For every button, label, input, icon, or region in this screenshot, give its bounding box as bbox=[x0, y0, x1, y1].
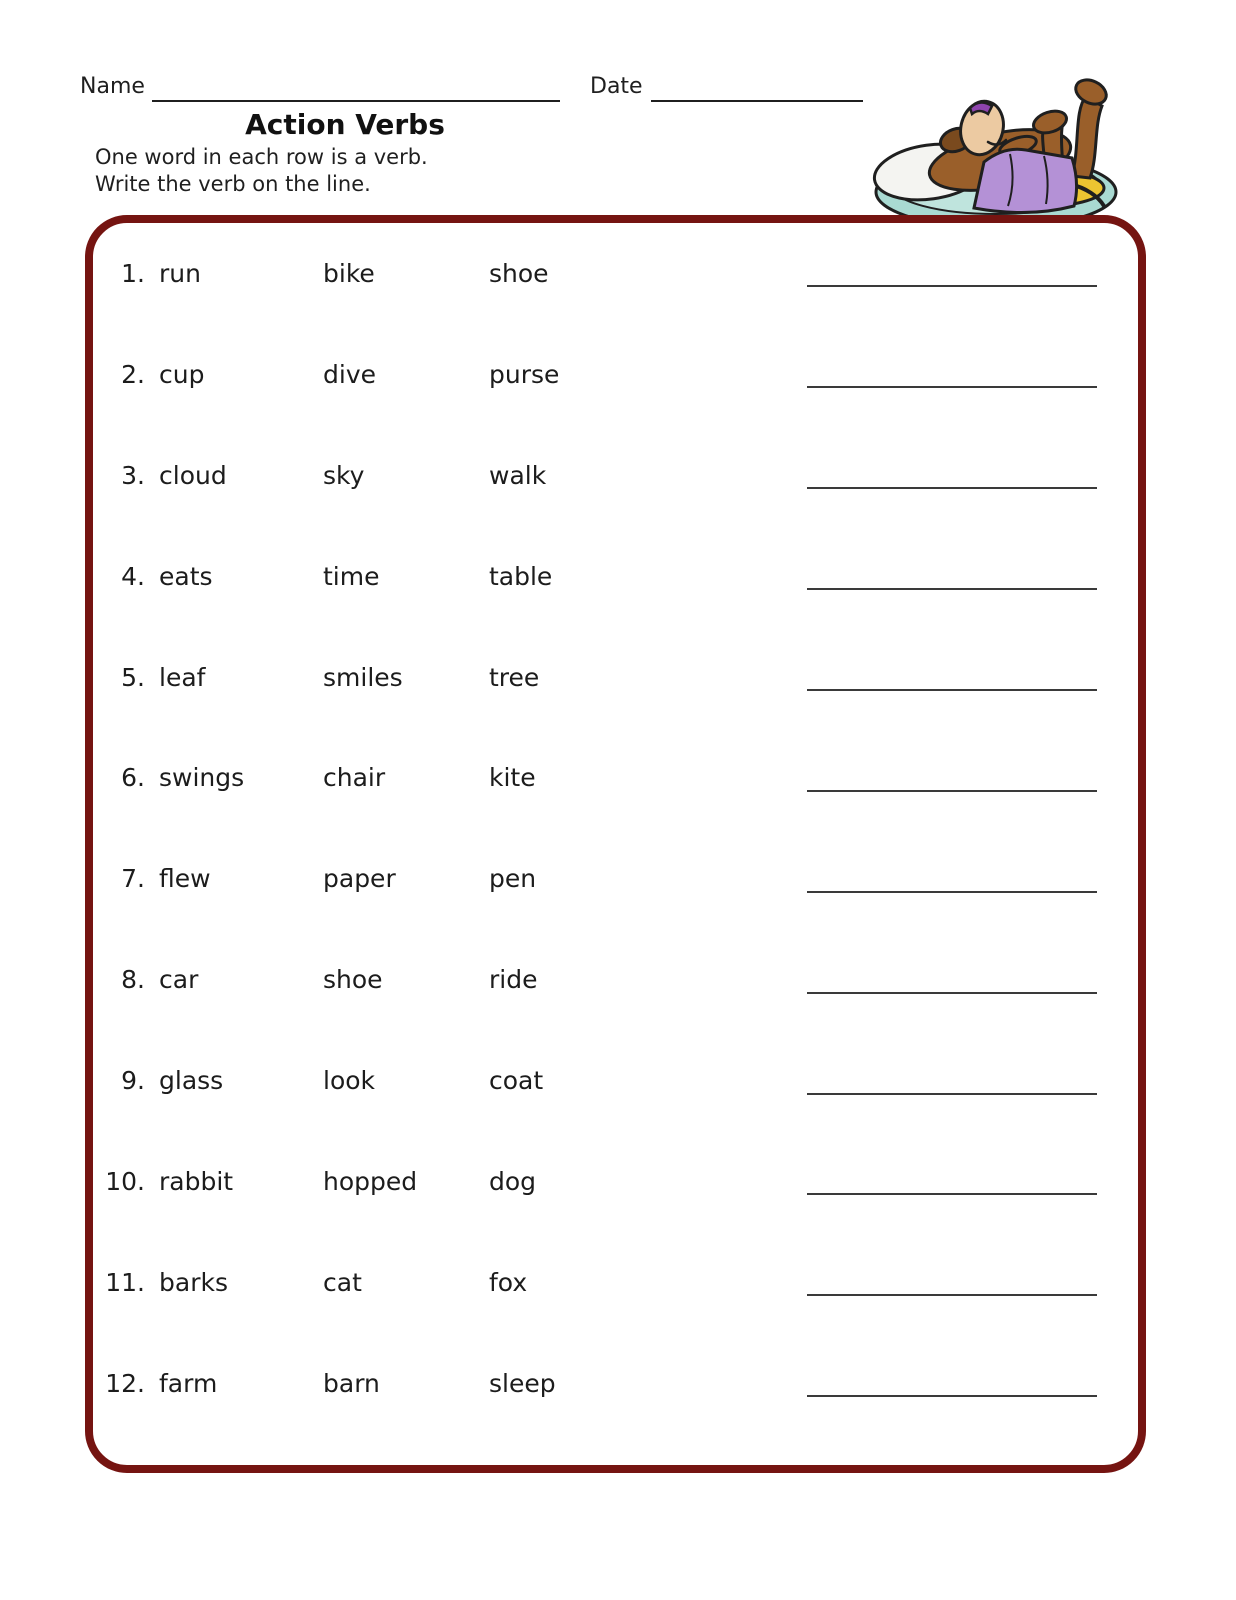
dog-paw-near bbox=[1031, 107, 1070, 137]
exercise-row-12 bbox=[93, 1333, 1138, 1434]
purple-blanket bbox=[974, 149, 1077, 212]
exercise-row-7 bbox=[93, 828, 1138, 929]
answer-blank-line[interactable] bbox=[807, 1294, 1097, 1296]
word-option-3: tree bbox=[489, 662, 540, 692]
word-option-1: swings bbox=[159, 763, 245, 793]
exercise-row-9 bbox=[93, 1030, 1138, 1131]
row-number: 12. bbox=[105, 1368, 145, 1398]
word-option-1: cup bbox=[159, 359, 205, 389]
answer-blank-line[interactable] bbox=[807, 487, 1097, 489]
exercise-rows bbox=[93, 223, 1138, 1465]
row-number: 2. bbox=[121, 359, 145, 389]
word-option-2: sky bbox=[323, 460, 365, 490]
word-option-1: flew bbox=[159, 864, 211, 894]
word-option-3: ride bbox=[489, 965, 538, 995]
answer-blank-line[interactable] bbox=[807, 1093, 1097, 1095]
answer-blank-line[interactable] bbox=[807, 285, 1097, 287]
row-number: 7. bbox=[121, 864, 145, 894]
answer-blank-line[interactable] bbox=[807, 790, 1097, 792]
word-option-3: sleep bbox=[489, 1368, 556, 1398]
row-number: 3. bbox=[121, 460, 145, 490]
word-option-2: cat bbox=[323, 1267, 362, 1297]
exercise-row-1 bbox=[93, 223, 1138, 324]
exercise-row-11 bbox=[93, 1232, 1138, 1333]
dog-hind-leg-far bbox=[1072, 96, 1102, 178]
worksheet-title: Action Verbs bbox=[245, 108, 445, 141]
word-option-1: cloud bbox=[159, 460, 227, 490]
word-option-2: hopped bbox=[323, 1166, 418, 1196]
word-option-2: dive bbox=[323, 359, 376, 389]
word-option-1: glass bbox=[159, 1066, 224, 1096]
word-option-3: purse bbox=[489, 359, 560, 389]
word-option-3: coat bbox=[489, 1066, 544, 1096]
instruction-line-2: Write the verb on the line. bbox=[95, 172, 371, 196]
row-number: 1. bbox=[121, 258, 145, 288]
row-number: 6. bbox=[121, 763, 145, 793]
answer-blank-line[interactable] bbox=[807, 386, 1097, 388]
night-cap bbox=[970, 102, 992, 114]
dog-paw-far bbox=[1072, 75, 1110, 108]
word-option-1: eats bbox=[159, 561, 213, 591]
exercise-row-3 bbox=[93, 425, 1138, 526]
word-option-3: pen bbox=[489, 864, 537, 894]
word-option-2: shoe bbox=[323, 965, 383, 995]
word-option-2: look bbox=[323, 1066, 376, 1096]
word-option-1: barks bbox=[159, 1267, 228, 1297]
word-option-1: car bbox=[159, 965, 199, 995]
word-option-1: farm bbox=[159, 1368, 218, 1398]
row-number: 10. bbox=[105, 1166, 145, 1196]
word-option-3: table bbox=[489, 561, 553, 591]
date-label: Date bbox=[590, 74, 643, 99]
exercise-row-6 bbox=[93, 727, 1138, 828]
answer-blank-line[interactable] bbox=[807, 891, 1097, 893]
word-option-3: shoe bbox=[489, 258, 549, 288]
instruction-line-1: One word in each row is a verb. bbox=[95, 145, 428, 169]
exercise-row-8 bbox=[93, 929, 1138, 1030]
word-option-3: walk bbox=[489, 460, 547, 490]
row-number: 5. bbox=[121, 662, 145, 692]
name-label: Name bbox=[80, 74, 145, 99]
word-option-2: paper bbox=[323, 864, 396, 894]
word-option-2: barn bbox=[323, 1368, 380, 1398]
word-option-3: dog bbox=[489, 1166, 537, 1196]
word-option-1: rabbit bbox=[159, 1166, 234, 1196]
answer-blank-line[interactable] bbox=[807, 1193, 1097, 1195]
date-blank-line[interactable] bbox=[651, 100, 863, 102]
word-option-2: smiles bbox=[323, 662, 403, 692]
word-option-1: leaf bbox=[159, 662, 206, 692]
exercise-box bbox=[85, 215, 1146, 1473]
answer-blank-line[interactable] bbox=[807, 588, 1097, 590]
exercise-row-2 bbox=[93, 324, 1138, 425]
exercise-row-4 bbox=[93, 526, 1138, 627]
row-number: 11. bbox=[105, 1267, 145, 1297]
word-option-2: chair bbox=[323, 763, 386, 793]
answer-blank-line[interactable] bbox=[807, 689, 1097, 691]
row-number: 4. bbox=[121, 561, 145, 591]
word-option-2: time bbox=[323, 561, 380, 591]
word-option-1: run bbox=[159, 258, 201, 288]
word-option-3: fox bbox=[489, 1267, 528, 1297]
word-option-2: bike bbox=[323, 258, 375, 288]
exercise-row-5 bbox=[93, 627, 1138, 728]
worksheet-instructions bbox=[95, 144, 428, 198]
name-blank-line[interactable] bbox=[152, 100, 560, 102]
word-option-3: kite bbox=[489, 763, 536, 793]
row-number: 8. bbox=[121, 965, 145, 995]
answer-blank-line[interactable] bbox=[807, 1395, 1097, 1397]
row-number: 9. bbox=[121, 1066, 145, 1096]
exercise-row-10 bbox=[93, 1131, 1138, 1232]
sleeping-dog-illustration bbox=[858, 66, 1120, 230]
answer-blank-line[interactable] bbox=[807, 992, 1097, 994]
